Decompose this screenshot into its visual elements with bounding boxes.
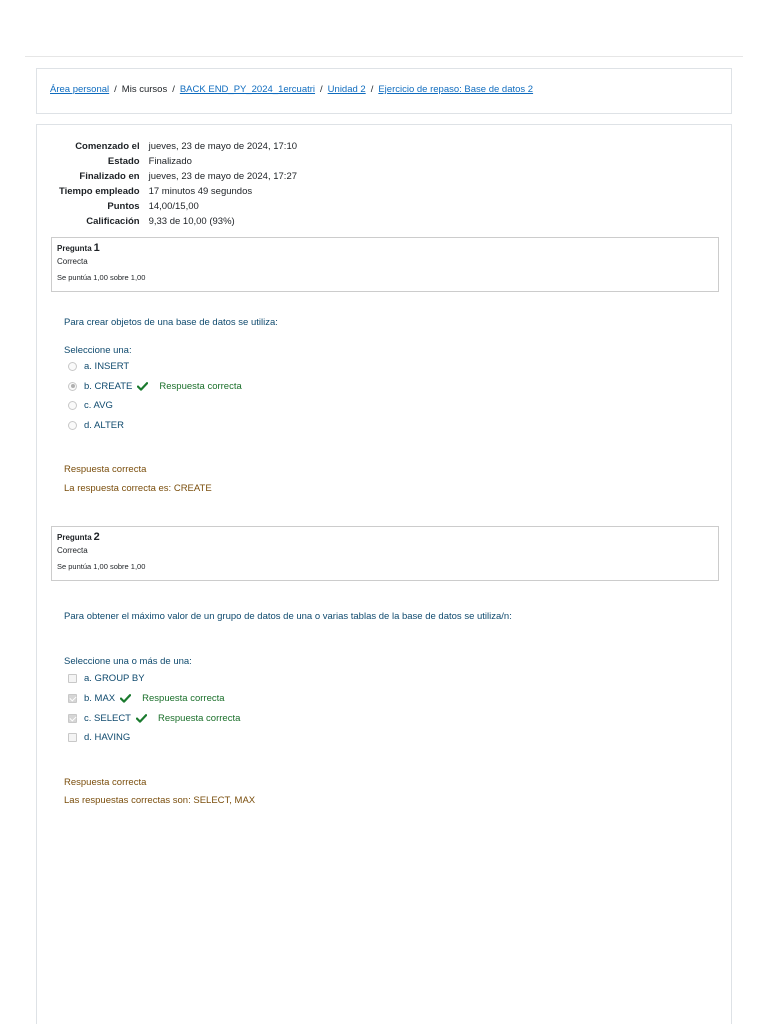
answer-option-a[interactable] — [68, 359, 129, 373]
checkbox-checked[interactable] — [68, 694, 77, 703]
checkbox-checked[interactable] — [68, 714, 77, 723]
question-text: Para crear objetos de una base de datos se utiliza: — [64, 317, 278, 328]
option-feedback: Respuesta correcta — [142, 692, 225, 704]
radio-button-selected[interactable] — [68, 382, 77, 391]
option-feedback: Respuesta correcta — [158, 712, 241, 724]
breadcrumb-bar — [36, 68, 732, 114]
question-text: Para obtener el máximo valor de un grupo de datos de una o varias tablas de la base de datos se utiliza/n: — [64, 611, 512, 622]
top-divider — [25, 56, 743, 57]
breadcrumb-mis-cursos: Mis cursos — [121, 84, 168, 95]
quiz-review-region — [36, 124, 732, 1024]
summary-label: Finalizado en — [79, 171, 140, 182]
breadcrumb — [50, 84, 533, 95]
option-label: b. CREATE — [84, 380, 133, 392]
option-label: b. MAX — [84, 692, 116, 704]
summary-value: jueves, 23 de mayo de 2024, 17:10 — [148, 141, 298, 152]
checkmark-icon — [137, 382, 148, 391]
breadcrumb-separator: / — [370, 84, 374, 95]
summary-label: Comenzado el — [75, 141, 140, 152]
answer-option-a[interactable] — [68, 671, 145, 685]
summary-label: Estado — [107, 156, 140, 167]
question-state: Correcta — [57, 257, 88, 266]
summary-value: 9,33 de 10,00 (93%) — [148, 216, 235, 227]
question-2-info — [51, 526, 719, 581]
question-label: Pregunta — [57, 244, 92, 253]
summary-row — [59, 169, 297, 184]
summary-row — [59, 139, 297, 154]
question-number-value: 1 — [93, 242, 100, 254]
question-label: Pregunta — [57, 533, 92, 542]
option-label: c. SELECT — [84, 712, 131, 724]
right-answer-text: La respuesta correcta es: CREATE — [64, 483, 212, 494]
breadcrumb-separator: / — [114, 84, 117, 95]
summary-value: 17 minutos 49 segundos — [148, 186, 253, 197]
checkmark-icon — [120, 694, 131, 703]
question-number-value: 2 — [93, 531, 100, 543]
outcome-text: Respuesta correcta — [64, 464, 147, 475]
summary-value: jueves, 23 de mayo de 2024, 17:27 — [148, 171, 298, 182]
summary-row — [59, 154, 297, 169]
summary-label: Puntos — [107, 201, 140, 212]
answer-option-d[interactable] — [68, 418, 124, 432]
question-grade: Se puntúa 1,00 sobre 1,00 — [57, 562, 146, 571]
breadcrumb-exercise[interactable]: Ejercicio de repaso: Base de datos 2 — [378, 84, 534, 95]
option-label: a. GROUP BY — [84, 672, 145, 684]
summary-label: Calificación — [86, 216, 140, 227]
right-answer-text: Las respuestas correctas son: SELECT, MAX — [64, 795, 256, 806]
question-number — [57, 531, 713, 545]
question-grade: Se puntúa 1,00 sobre 1,00 — [57, 273, 146, 282]
summary-row — [59, 214, 297, 229]
option-label: d. ALTER — [84, 419, 124, 431]
answer-prompt: Seleccione una: — [64, 345, 132, 356]
breadcrumb-separator: / — [172, 84, 175, 95]
breadcrumb-area-personal[interactable]: Área personal — [50, 84, 110, 95]
attempt-summary-table — [59, 139, 297, 229]
option-label: a. INSERT — [84, 360, 130, 372]
answer-option-b[interactable] — [68, 691, 225, 705]
summary-value: Finalizado — [148, 156, 192, 167]
question-1-info — [51, 237, 719, 292]
summary-label: Tiempo empleado — [59, 186, 140, 197]
summary-value: 14,00/15,00 — [148, 201, 199, 212]
summary-row — [59, 199, 297, 214]
option-label: c. AVG — [84, 399, 113, 411]
radio-button[interactable] — [68, 362, 77, 371]
radio-button[interactable] — [68, 421, 77, 430]
option-label: d. HAVING — [84, 731, 131, 743]
answer-option-d[interactable] — [68, 730, 130, 744]
breadcrumb-separator: / — [320, 84, 323, 95]
answer-prompt: Seleccione una o más de una: — [64, 656, 192, 667]
answer-option-c[interactable] — [68, 398, 113, 412]
checkbox[interactable] — [68, 674, 77, 683]
answer-option-b[interactable] — [68, 379, 242, 393]
answer-option-c[interactable] — [68, 711, 240, 725]
radio-button[interactable] — [68, 401, 77, 410]
question-state: Correcta — [57, 546, 88, 555]
breadcrumb-unidad[interactable]: Unidad 2 — [327, 84, 366, 95]
question-number — [57, 242, 713, 256]
breadcrumb-course[interactable]: BACK END_PY_2024_1ercuatri — [179, 84, 316, 95]
checkmark-icon — [136, 714, 147, 723]
checkbox[interactable] — [68, 733, 77, 742]
option-feedback: Respuesta correcta — [159, 380, 242, 392]
summary-row — [59, 184, 297, 199]
outcome-text: Respuesta correcta — [64, 777, 147, 788]
